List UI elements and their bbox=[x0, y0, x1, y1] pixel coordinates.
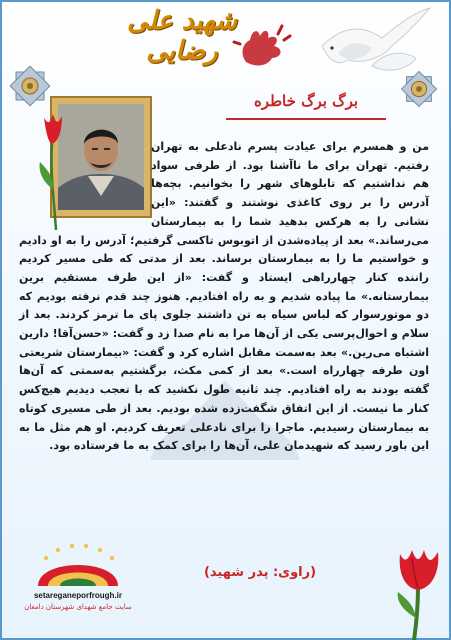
islamic-rosette-icon bbox=[8, 64, 52, 108]
site-logo-icon[interactable] bbox=[34, 538, 122, 588]
portrait-text-spacer bbox=[19, 138, 151, 218]
memory-heading: برگ برگ خاطره bbox=[253, 92, 359, 110]
memory-text: من و همسرم برای عیادت پسرم نادعلی به تهران رفتیم. تهران برای ما ناآشنا بود. از طرفی سواد هم نداشتیم که تابلوهای شهر را بخوانیم. بچه‌ها آدرس را بر روی کاغذی نوشتند و گفتند: «این نشانی را به هرکس بدهید شما را به بیمارستان می‌رساند.» بعد از پیاده‌شدن از اتوبوس تاکسی گرفتیم؛ آدرس را به او دادیم و خواستیم ما را به بیمارستان برساند. بعد از مدتی که طی مسیر کردیم راننده کنار چهارراهی ایستاد و گفت: «از این طرف مستقیم برین بیمارستانه.» ما پیاده شدیم و به راه افتادیم. هنوز چند قدم نرفته بودیم که دو موتورسوار که لباس سیاه به تن داشتند جلوی پای ما ترمز کردند. بعد از سلام و احوال‌پرسی یکی از آن‌ها مرا به نام صدا زد و گفت: «حسن‌آقا! دارین اشتباه می‌رین.» بعد به‌سمت مقابل اشاره کرد و گفت: «بیمارستان شریعتی اون طرفه چهارراه است.» بعد از کمی مکث، برگشتیم به‌سمتی که آن‌ها گفته بودند به راه افتادیم. چند ثانیه طول نکشید که با تعجب دیدیم هیچ‌کس کنار ما نیست. از این اتفاق شگفت‌زده شده بودیم. بعد از طی مسیری کوتاه به بیمارستان رسیدیم. ماجرا را برای نادعلی تعریف کردیم. او هم مثل ما به این باور رسید که شهیدمان علی، آن‌ها را برای کمک به ما فرستاده بود. bbox=[19, 140, 429, 453]
narrator-label: (راوی: پدر شهید) bbox=[203, 565, 317, 580]
site-url-link[interactable]: setareganeporfrough.ir bbox=[33, 591, 122, 600]
site-caption: سایت جامع شهدای شهرستان دامغان bbox=[24, 603, 132, 611]
white-doves-icon bbox=[312, 6, 432, 76]
heading-underline bbox=[226, 118, 386, 120]
islamic-rosette-icon bbox=[398, 68, 440, 110]
red-tulip-icon bbox=[388, 548, 450, 640]
martyr-name-title: شهید علی رضایی bbox=[126, 6, 238, 66]
